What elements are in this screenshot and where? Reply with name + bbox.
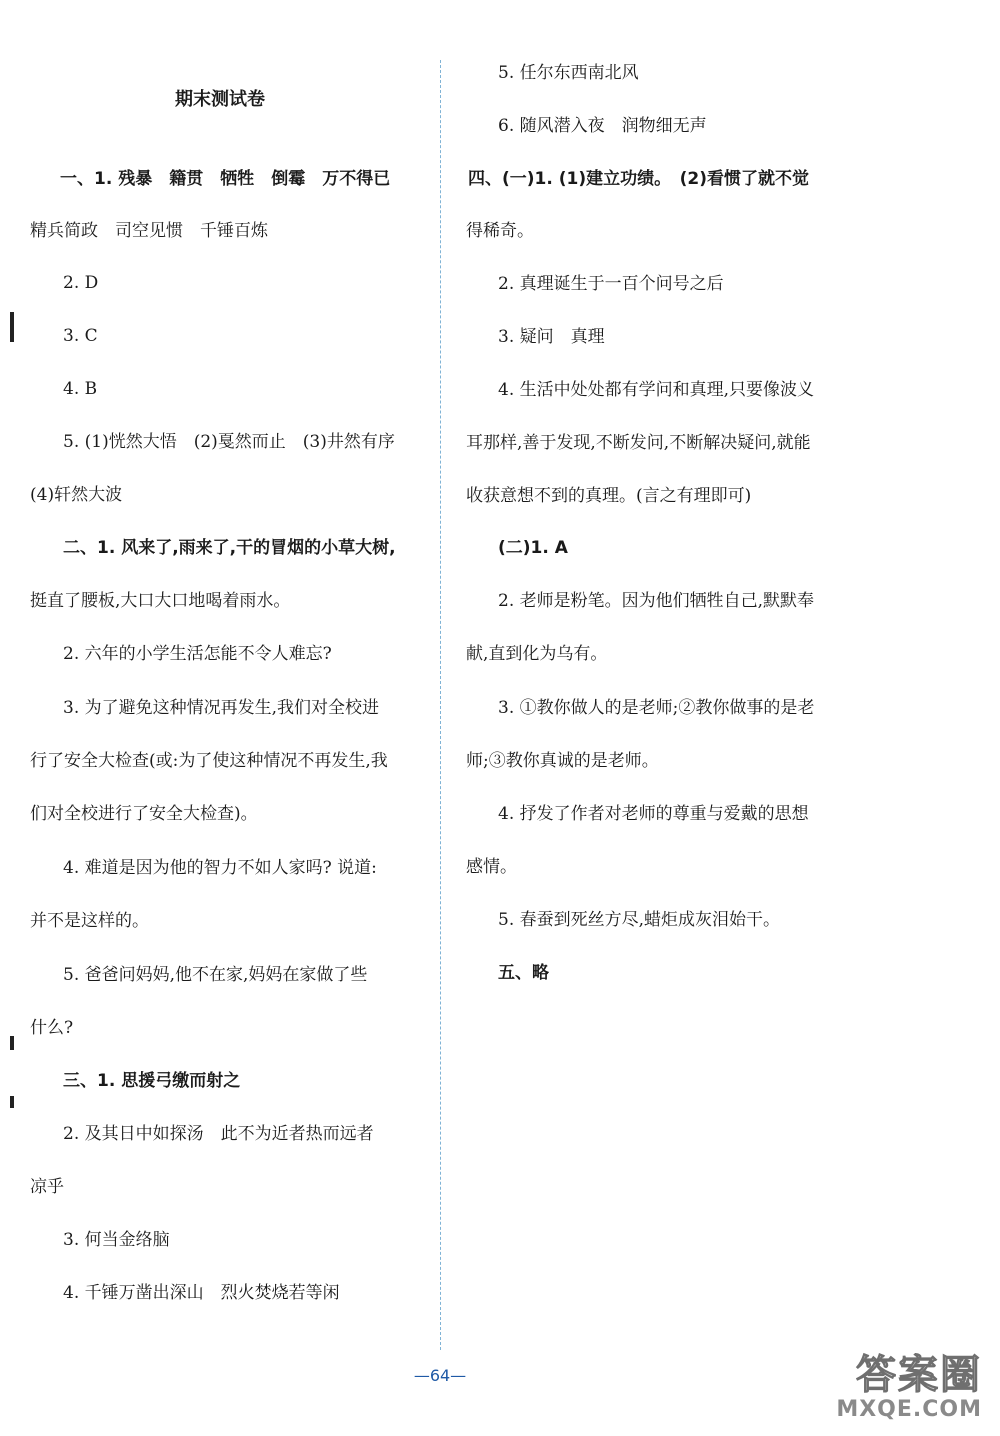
answer-line: 行了安全大检查(或:为了使这种情况不再发生,我 — [30, 751, 388, 771]
answer-line: 3. C — [63, 326, 98, 346]
answer-line: 2. D — [63, 273, 99, 293]
answer-line: (二)1. A — [498, 538, 568, 558]
watermark — [836, 1353, 982, 1422]
answer-line: 收获意想不到的真理。(言之有理即可) — [466, 486, 752, 506]
answer-line: 4. 难道是因为他的智力不如人家吗? 说道: — [63, 858, 377, 878]
answer-line: 们对全校进行了安全大检查)。 — [30, 804, 258, 824]
answer-line: (4)轩然大波 — [30, 485, 123, 505]
answer-line: 5. 爸爸问妈妈,他不在家,妈妈在家做了些 — [63, 965, 368, 985]
answer-line: 3. 疑问 真理 — [498, 327, 605, 347]
answer-line: 3. 为了避免这种情况再发生,我们对全校进 — [63, 698, 380, 718]
watermark-logo: 答案圈 — [856, 1352, 982, 1398]
answer-line: 什么? — [30, 1018, 74, 1038]
answer-line: 挺直了腰板,大口大口地喝着雨水。 — [30, 591, 291, 611]
page-title: 期末测试卷 — [175, 89, 265, 110]
answer-line: 4. 抒发了作者对老师的尊重与爱戴的思想 — [498, 804, 809, 824]
answer-line: 4. B — [63, 379, 98, 399]
watermark-url: MXQE.COM — [836, 1397, 982, 1422]
page-number: —64— — [413, 1366, 467, 1385]
answer-line: 3. 何当金络脑 — [63, 1230, 170, 1250]
answer-line: 感情。 — [466, 857, 517, 877]
answer-line: 4. 生活中处处都有学问和真理,只要像波义 — [498, 380, 815, 400]
scan-mark — [10, 1096, 14, 1108]
answer-line: 4. 千锤万凿出深山 烈火焚烧若等闲 — [63, 1283, 340, 1303]
answer-line: 五、略 — [498, 963, 549, 983]
answer-line: 6. 随风潜入夜 润物细无声 — [498, 116, 707, 136]
answer-line: 5. 任尔东西南北风 — [498, 63, 639, 83]
answer-line: 并不是这样的。 — [30, 911, 149, 931]
scan-mark — [10, 312, 14, 342]
answer-line: 2. 真理诞生于一百个问号之后 — [498, 274, 724, 294]
answer-line: 凉乎 — [30, 1177, 64, 1197]
answer-line: 2. 老师是粉笔。因为他们牺牲自己,默默奉 — [498, 591, 815, 611]
answer-line: 得稀奇。 — [466, 221, 534, 241]
column-divider — [440, 60, 441, 1350]
answer-line: 5. 春蚕到死丝方尽,蜡炬成灰泪始干。 — [498, 910, 781, 930]
answer-line: 耳那样,善于发现,不断发问,不断解决疑问,就能 — [466, 433, 811, 453]
answer-line: 精兵简政 司空见惯 千锤百炼 — [30, 221, 268, 241]
answer-line: 四、(一)1. (1)建立功绩。 (2)看惯了就不觉 — [468, 169, 809, 189]
answer-line: 献,直到化为乌有。 — [466, 644, 608, 664]
answer-line: 3. ①教你做人的是老师;②教你做事的是老 — [498, 698, 815, 718]
answer-line: 5. (1)恍然大悟 (2)戛然而止 (3)井然有序 — [63, 432, 395, 452]
scan-mark — [10, 1036, 14, 1050]
answer-line: 师;③教你真诚的是老师。 — [466, 751, 659, 771]
answer-line: 一、1. 残暴 籍贯 牺牲 倒霉 万不得已 — [60, 169, 391, 189]
answer-line: 三、1. 思援弓缴而射之 — [63, 1071, 241, 1091]
answer-line: 2. 及其日中如探汤 此不为近者热而远者 — [63, 1124, 374, 1144]
answer-line: 2. 六年的小学生活怎能不令人难忘? — [63, 644, 332, 664]
answer-line: 二、1. 风来了,雨来了,干的冒烟的小草大树, — [63, 538, 396, 558]
